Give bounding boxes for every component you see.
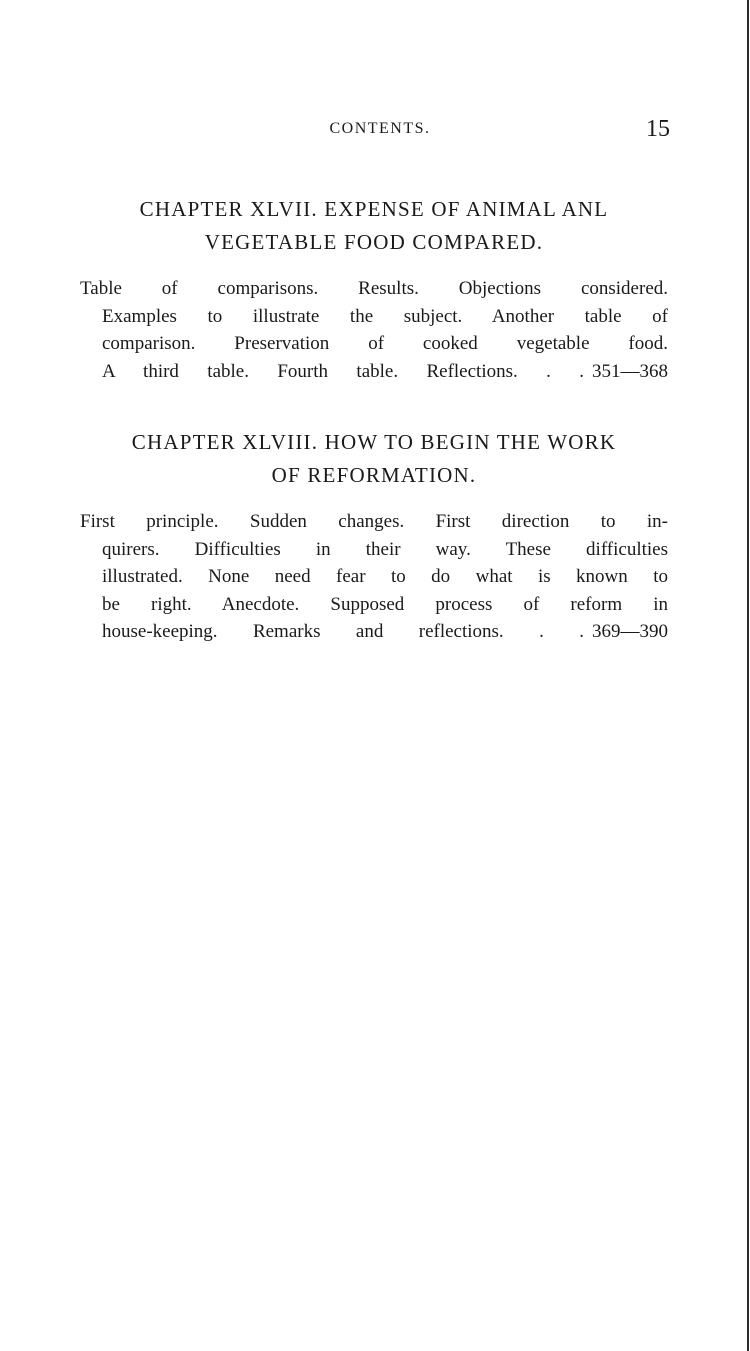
summary-line: Table of comparisons. Results. Objections considered.	[80, 278, 668, 299]
summary-line: be right. Anecdote. Supposed process of reform in	[102, 593, 668, 615]
summary-line: comparison. Preservation of cooked vegetable food.	[102, 333, 668, 354]
page-range: 351—368	[592, 360, 668, 382]
page-range: 369—390	[592, 621, 668, 642]
chapter-summary	[80, 275, 668, 385]
chapter-xlvii-entry	[80, 193, 668, 385]
summary-line: quirers. Difficulties in their way. These difficulties	[102, 538, 668, 560]
chapter-summary	[80, 508, 668, 646]
summary-line-with-pages	[80, 618, 668, 646]
summary-line-text: house-keeping. Remarks and reflections. . .	[102, 621, 584, 642]
running-head	[80, 116, 670, 146]
summary-line: First principle. Sudden changes. First direction to in-	[80, 511, 668, 532]
chapter-heading	[80, 426, 668, 492]
running-title: CONTENTS.	[329, 120, 431, 137]
chapter-heading-line: CHAPTER XLVIII. HOW TO BEGIN THE WORK	[131, 430, 617, 454]
chapter-heading-line: OF REFORMATION.	[271, 463, 477, 487]
chapter-heading-line: VEGETABLE FOOD COMPARED.	[204, 230, 544, 254]
summary-line-text: A third table. Fourth table. Reflections. . .	[102, 360, 584, 382]
summary-line: illustrated. None need fear to do what is known to	[102, 566, 668, 587]
page-number: 15	[646, 116, 670, 142]
chapter-heading-line: CHAPTER XLVII. EXPENSE OF ANIMAL ANL	[139, 197, 609, 221]
chapter-xlviii-entry	[80, 426, 668, 646]
summary-line-with-pages	[80, 358, 668, 386]
chapter-heading	[80, 193, 668, 259]
page-edge-rule	[747, 0, 749, 1351]
summary-line: Examples to illustrate the subject. Another table of	[102, 305, 668, 327]
